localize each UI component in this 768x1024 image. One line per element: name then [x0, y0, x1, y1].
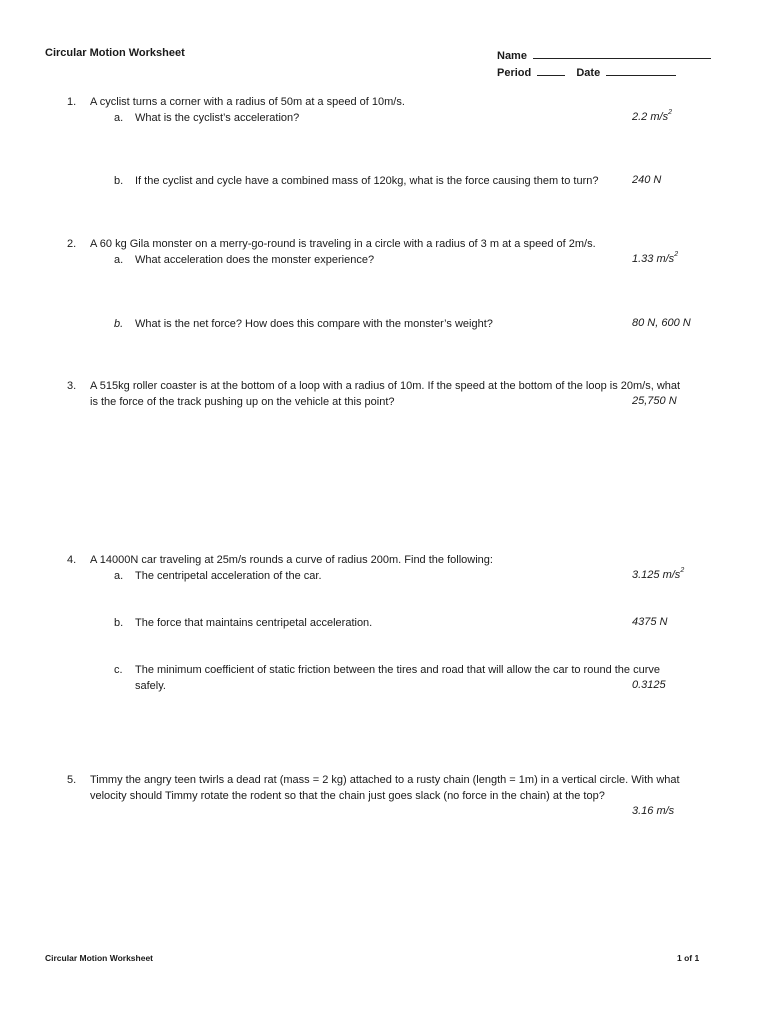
question-4c-text-line2: safely. — [135, 680, 166, 692]
question-2a-answer — [632, 253, 678, 265]
question-4-number: 4. — [67, 554, 77, 566]
date-blank[interactable] — [606, 64, 676, 76]
answer-exponent: 2 — [668, 109, 672, 117]
question-4b-answer: 4375 N — [632, 616, 668, 628]
period-date-line — [497, 64, 676, 79]
period-blank[interactable] — [537, 64, 565, 76]
answer-exponent: 2 — [680, 567, 685, 575]
question-1-number: 1. — [67, 96, 77, 108]
question-4b-letter: b. — [114, 617, 124, 629]
answer-value: 1.33 m/s — [632, 253, 675, 265]
question-5-text-line2: velocity should Timmy rotate the rodent so that the chain just goes slack (no force in the chain) at the top? — [90, 790, 605, 802]
question-1a-text: What is the cyclist’s acceleration? — [135, 112, 300, 124]
question-1a-letter: a. — [114, 112, 124, 124]
question-4c-letter: c. — [114, 664, 123, 676]
question-4b-text: The force that maintains centripetal acceleration. — [135, 617, 373, 629]
answer-value: 2.2 m/s — [632, 111, 669, 123]
question-5-number: 5. — [67, 774, 77, 786]
question-2-number: 2. — [67, 238, 77, 250]
question-1b-answer: 240 N — [632, 174, 662, 186]
question-1-text: A cyclist turns a corner with a radius of 50m at a speed of 10m/s. — [90, 96, 405, 108]
question-2a-letter: a. — [114, 254, 124, 266]
name-label: Name — [497, 50, 527, 62]
question-2a-text: What acceleration does the monster experience? — [135, 254, 375, 266]
question-4c-text-line1: The minimum coefficient of static friction between the tires and road that will allow the car to round the curve — [135, 664, 660, 676]
question-2b-answer: 80 N, 600 N — [632, 317, 691, 329]
question-5-text-line1: Timmy the angry teen twirls a dead rat (mass = 2 kg) attached to a rusty chain (length = 1m) in a vertical circle. With what — [90, 774, 680, 786]
answer-value: 3.125 m/s — [632, 569, 681, 581]
question-3-number: 3. — [67, 380, 77, 392]
name-blank[interactable] — [533, 47, 711, 59]
footer-page-number: 1 of 1 — [677, 953, 700, 963]
question-2-text: A 60 kg Gila monster on a merry-go-round is traveling in a circle with a radius of 3 m at a speed of 2m/s. — [90, 238, 596, 250]
question-4a-letter: a. — [114, 570, 124, 582]
question-2b-text: What is the net force? How does this compare with the monster’s weight? — [135, 318, 493, 330]
question-4a-answer — [632, 569, 684, 581]
footer-title: Circular Motion Worksheet — [45, 953, 153, 963]
question-4-text: A 14000N car traveling at 25m/s rounds a curve of radius 200m. Find the following: — [90, 554, 493, 566]
question-4c-answer: 0.3125 — [632, 679, 666, 691]
date-label: Date — [576, 67, 601, 79]
name-line — [497, 47, 711, 62]
question-3-text-line2: is the force of the track pushing up on the vehicle at this point? — [90, 396, 395, 408]
question-2b-letter: b. — [114, 318, 124, 330]
question-3-text-line1: A 515kg roller coaster is at the bottom of a loop with a radius of 10m. If the speed at the bottom of the loop is 20m/s, what — [90, 380, 681, 392]
question-5-answer: 3.16 m/s — [632, 805, 675, 817]
question-3-answer: 25,750 N — [632, 395, 677, 407]
worksheet-title: Circular Motion Worksheet — [45, 47, 185, 59]
answer-exponent: 2 — [674, 251, 679, 259]
period-label: Period — [497, 67, 532, 79]
question-1b-text: If the cyclist and cycle have a combined mass of 120kg, what is the force causing them to turn? — [135, 175, 599, 187]
question-1a-answer — [632, 111, 672, 123]
question-1b-letter: b. — [114, 175, 124, 187]
question-4a-text: The centripetal acceleration of the car. — [135, 570, 322, 582]
